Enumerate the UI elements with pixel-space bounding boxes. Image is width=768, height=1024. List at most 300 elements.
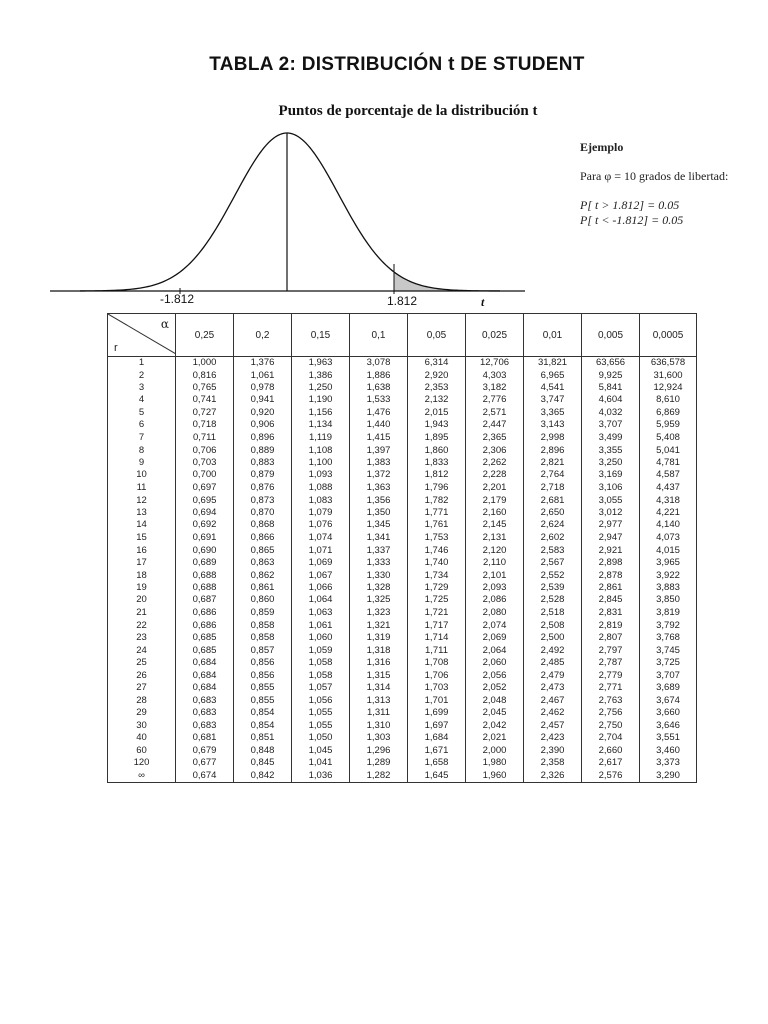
critical-value-cell: 2,539 — [524, 582, 582, 594]
critical-value-cell: 1,645 — [408, 770, 466, 783]
degrees-of-freedom-cell: 28 — [108, 695, 176, 707]
t-distribution-table — [107, 313, 697, 783]
critical-value-cell: 1,440 — [350, 419, 408, 432]
table-row — [108, 594, 697, 606]
critical-value-cell: 1,746 — [408, 544, 466, 557]
critical-value-cell: 2,650 — [524, 507, 582, 519]
critical-value-cell: 0,858 — [234, 632, 292, 644]
critical-value-cell: 3,689 — [640, 682, 697, 694]
critical-value-cell: 5,841 — [582, 382, 640, 394]
alpha-header: 0,025 — [466, 314, 524, 357]
critical-value-cell: 0,686 — [176, 607, 234, 620]
critical-value-cell: 1,330 — [350, 569, 408, 581]
critical-value-cell: 0,889 — [234, 444, 292, 456]
critical-value-cell: 1,315 — [350, 669, 408, 682]
alpha-header: 0,25 — [176, 314, 234, 357]
critical-value-cell: 2,110 — [466, 557, 524, 569]
critical-value-cell: 2,947 — [582, 532, 640, 544]
critical-value-cell: 0,694 — [176, 507, 234, 519]
critical-value-cell: 12,924 — [640, 382, 697, 394]
critical-value-cell: 0,978 — [234, 382, 292, 394]
critical-value-cell: 1,638 — [350, 382, 408, 394]
critical-value-cell: 2,797 — [582, 644, 640, 656]
critical-value-cell: 1,771 — [408, 507, 466, 519]
bell-curve — [80, 133, 500, 291]
critical-value-cell: 4,032 — [582, 407, 640, 419]
critical-value-cell: 0,765 — [176, 382, 234, 394]
table-row — [108, 482, 697, 495]
critical-value-cell: 6,869 — [640, 407, 697, 419]
critical-value-cell: 3,169 — [582, 469, 640, 481]
critical-value-cell: 5,041 — [640, 444, 697, 456]
critical-value-cell: 0,688 — [176, 569, 234, 581]
table-row — [108, 407, 697, 419]
alpha-header: 0,05 — [408, 314, 466, 357]
critical-value-cell: 2,353 — [408, 382, 466, 394]
critical-value-cell: 3,355 — [582, 444, 640, 456]
critical-value-cell: 0,718 — [176, 419, 234, 432]
degrees-of-freedom-cell: 1 — [108, 357, 176, 370]
critical-value-cell: 1,076 — [292, 519, 350, 531]
critical-value-cell: 2,500 — [524, 632, 582, 644]
degrees-of-freedom-cell: 15 — [108, 532, 176, 544]
critical-value-cell: 1,703 — [408, 682, 466, 694]
critical-value-cell: 3,792 — [640, 620, 697, 632]
degrees-of-freedom-cell: 8 — [108, 444, 176, 456]
critical-value-cell: 0,873 — [234, 495, 292, 507]
critical-value-cell: 0,681 — [176, 732, 234, 745]
critical-value-cell: 1,057 — [292, 682, 350, 694]
critical-value-cell: 31,600 — [640, 369, 697, 381]
critical-value-cell: 0,689 — [176, 557, 234, 569]
critical-value-cell: 2,624 — [524, 519, 582, 531]
critical-value-cell: 2,779 — [582, 669, 640, 682]
critical-value-cell: 0,686 — [176, 620, 234, 632]
degrees-of-freedom-cell: 17 — [108, 557, 176, 569]
critical-value-cell: 3,373 — [640, 757, 697, 769]
critical-value-cell: 2,131 — [466, 532, 524, 544]
critical-value-cell: 0,851 — [234, 732, 292, 745]
degrees-of-freedom-cell: 9 — [108, 457, 176, 469]
alpha-header: 0,01 — [524, 314, 582, 357]
critical-value-cell: 2,819 — [582, 620, 640, 632]
critical-value-cell: 2,681 — [524, 495, 582, 507]
t-distribution-curve — [0, 0, 560, 320]
critical-value-cell: 1,058 — [292, 669, 350, 682]
critical-value-cell: 0,741 — [176, 394, 234, 406]
critical-value-cell: 2,457 — [524, 719, 582, 731]
critical-value-cell: 1,761 — [408, 519, 466, 531]
critical-value-cell: 2,093 — [466, 582, 524, 594]
critical-value-cell: 2,660 — [582, 745, 640, 757]
critical-value-cell: 2,473 — [524, 682, 582, 694]
critical-value-cell: 3,725 — [640, 657, 697, 669]
alpha-header: 0,0005 — [640, 314, 697, 357]
critical-value-cell: 3,819 — [640, 607, 697, 620]
critical-value-cell: 1,980 — [466, 757, 524, 769]
critical-value-cell: 1,886 — [350, 369, 408, 381]
critical-value-cell: 3,499 — [582, 432, 640, 444]
critical-value-cell: 1,318 — [350, 644, 408, 656]
critical-value-cell: 2,326 — [524, 770, 582, 783]
critical-value-cell: 1,658 — [408, 757, 466, 769]
critical-value-cell: 0,711 — [176, 432, 234, 444]
critical-value-cell: 2,764 — [524, 469, 582, 481]
critical-value-cell: 2,060 — [466, 657, 524, 669]
critical-value-cell: 2,771 — [582, 682, 640, 694]
critical-value-cell: 3,290 — [640, 770, 697, 783]
critical-value-cell: 1,860 — [408, 444, 466, 456]
table-row — [108, 632, 697, 644]
critical-value-cell: 1,250 — [292, 382, 350, 394]
degrees-of-freedom-cell: ∞ — [108, 770, 176, 783]
degrees-of-freedom-cell: 18 — [108, 569, 176, 581]
critical-value-cell: 1,000 — [176, 357, 234, 370]
critical-value-cell: 0,685 — [176, 632, 234, 644]
critical-value-cell: 1,041 — [292, 757, 350, 769]
degrees-of-freedom-cell: 13 — [108, 507, 176, 519]
critical-value-cell: 1,476 — [350, 407, 408, 419]
degrees-of-freedom-cell: 6 — [108, 419, 176, 432]
table-row — [108, 732, 697, 745]
critical-value-cell: 1,316 — [350, 657, 408, 669]
degrees-of-freedom-cell: 4 — [108, 394, 176, 406]
critical-value-cell: 1,386 — [292, 369, 350, 381]
critical-value-cell: 2,977 — [582, 519, 640, 531]
critical-value-cell: 2,787 — [582, 657, 640, 669]
critical-value-cell: 4,781 — [640, 457, 697, 469]
table-row — [108, 745, 697, 757]
figure-subtitle: Puntos de porcentaje de la distribución t — [278, 103, 538, 119]
critical-value-cell: 2,045 — [466, 707, 524, 719]
critical-value-cell: 0,690 — [176, 544, 234, 557]
critical-value-cell: 2,921 — [582, 544, 640, 557]
critical-value-cell: 8,610 — [640, 394, 697, 406]
critical-value-cell: 1,289 — [350, 757, 408, 769]
critical-value-cell: 2,571 — [466, 407, 524, 419]
critical-value-cell: 2,390 — [524, 745, 582, 757]
example-formula-1: P[ t > 1.812] = 0.05 — [580, 198, 680, 212]
critical-value-cell: 3,768 — [640, 632, 697, 644]
critical-value-cell: 1,323 — [350, 607, 408, 620]
critical-value-cell: 0,856 — [234, 657, 292, 669]
table-row — [108, 669, 697, 682]
critical-value-cell: 1,943 — [408, 419, 466, 432]
critical-value-cell: 2,998 — [524, 432, 582, 444]
critical-value-cell: 0,879 — [234, 469, 292, 481]
critical-value-cell: 1,325 — [350, 594, 408, 606]
critical-value-cell: 0,691 — [176, 532, 234, 544]
critical-value-cell: 4,073 — [640, 532, 697, 544]
corner-cell — [108, 314, 176, 357]
r-symbol: r — [114, 342, 118, 354]
critical-value-cell: 1,060 — [292, 632, 350, 644]
degrees-of-freedom-cell: 60 — [108, 745, 176, 757]
critical-value-cell: 0,858 — [234, 620, 292, 632]
critical-value-cell: 1,282 — [350, 770, 408, 783]
critical-value-cell: 2,479 — [524, 669, 582, 682]
critical-value-cell: 3,965 — [640, 557, 697, 569]
critical-value-cell: 2,896 — [524, 444, 582, 456]
critical-value-cell: 2,617 — [582, 757, 640, 769]
critical-value-cell: 2,160 — [466, 507, 524, 519]
critical-value-cell: 2,718 — [524, 482, 582, 495]
critical-value-cell: 0,866 — [234, 532, 292, 544]
table-header-row — [108, 314, 697, 357]
critical-value-cell: 2,423 — [524, 732, 582, 745]
critical-value-cell: 1,079 — [292, 507, 350, 519]
example-formula-2: P[ t < -1.812] = 0.05 — [580, 213, 684, 227]
degrees-of-freedom-cell: 27 — [108, 682, 176, 694]
critical-value-cell: 0,941 — [234, 394, 292, 406]
left-critical-label: -1.812 — [160, 292, 195, 306]
critical-value-cell: 1,310 — [350, 719, 408, 731]
alpha-header: 0,1 — [350, 314, 408, 357]
table-row — [108, 620, 697, 632]
critical-value-cell: 0,876 — [234, 482, 292, 495]
table-row — [108, 457, 697, 469]
critical-value-cell: 0,855 — [234, 695, 292, 707]
critical-value-cell: 0,692 — [176, 519, 234, 531]
critical-value-cell: 2,878 — [582, 569, 640, 581]
critical-value-cell: 3,365 — [524, 407, 582, 419]
critical-value-cell: 0,679 — [176, 745, 234, 757]
critical-value-cell: 0,684 — [176, 669, 234, 682]
table-row — [108, 582, 697, 594]
critical-value-cell: 3,883 — [640, 582, 697, 594]
critical-value-cell: 3,106 — [582, 482, 640, 495]
degrees-of-freedom-cell: 10 — [108, 469, 176, 481]
critical-value-cell: 1,134 — [292, 419, 350, 432]
critical-value-cell: 0,697 — [176, 482, 234, 495]
critical-value-cell: 0,845 — [234, 757, 292, 769]
critical-value-cell: 2,861 — [582, 582, 640, 594]
critical-value-cell: 1,064 — [292, 594, 350, 606]
critical-value-cell: 1,734 — [408, 569, 466, 581]
critical-value-cell: 6,965 — [524, 369, 582, 381]
critical-value-cell: 0,861 — [234, 582, 292, 594]
critical-value-cell: 1,960 — [466, 770, 524, 783]
critical-value-cell: 1,314 — [350, 682, 408, 694]
alpha-header: 0,005 — [582, 314, 640, 357]
critical-value-cell: 2,056 — [466, 669, 524, 682]
example-text: Para φ = 10 grados de libertad: — [580, 169, 729, 183]
critical-value-cell: 2,086 — [466, 594, 524, 606]
critical-value-cell: 2,583 — [524, 544, 582, 557]
critical-value-cell: 1,067 — [292, 569, 350, 581]
critical-value-cell: 2,756 — [582, 707, 640, 719]
critical-value-cell: 1,190 — [292, 394, 350, 406]
critical-value-cell: 2,447 — [466, 419, 524, 432]
critical-value-cell: 5,959 — [640, 419, 697, 432]
critical-value-cell: 0,855 — [234, 682, 292, 694]
table-row — [108, 532, 697, 544]
critical-value-cell: 1,071 — [292, 544, 350, 557]
table-row — [108, 544, 697, 557]
critical-value-cell: 3,660 — [640, 707, 697, 719]
critical-value-cell: 1,706 — [408, 669, 466, 682]
critical-value-cell: 1,337 — [350, 544, 408, 557]
critical-value-cell: 0,854 — [234, 707, 292, 719]
alpha-header: 0,15 — [292, 314, 350, 357]
critical-value-cell: 2,201 — [466, 482, 524, 495]
degrees-of-freedom-cell: 24 — [108, 644, 176, 656]
critical-value-cell: 0,816 — [176, 369, 234, 381]
right-critical-label: 1.812 — [387, 294, 418, 308]
critical-value-cell: 1,721 — [408, 607, 466, 620]
critical-value-cell: 1,372 — [350, 469, 408, 481]
critical-value-cell: 2,064 — [466, 644, 524, 656]
critical-value-cell: 4,604 — [582, 394, 640, 406]
table-row — [108, 657, 697, 669]
critical-value-cell: 1,812 — [408, 469, 466, 481]
critical-value-cell: 4,318 — [640, 495, 697, 507]
critical-value-cell: 1,056 — [292, 695, 350, 707]
critical-value-cell: 1,415 — [350, 432, 408, 444]
table-row — [108, 757, 697, 769]
critical-value-cell: 1,963 — [292, 357, 350, 370]
critical-value-cell: 2,763 — [582, 695, 640, 707]
critical-value-cell: 3,460 — [640, 745, 697, 757]
table-row — [108, 382, 697, 394]
critical-value-cell: 1,055 — [292, 707, 350, 719]
degrees-of-freedom-cell: 2 — [108, 369, 176, 381]
critical-value-cell: 2,101 — [466, 569, 524, 581]
table-row — [108, 719, 697, 731]
critical-value-cell: 1,319 — [350, 632, 408, 644]
critical-value-cell: 1,063 — [292, 607, 350, 620]
critical-value-cell: 0,688 — [176, 582, 234, 594]
critical-value-cell: 0,868 — [234, 519, 292, 531]
critical-value-cell: 3,078 — [350, 357, 408, 370]
degrees-of-freedom-cell: 120 — [108, 757, 176, 769]
critical-value-cell: 1,782 — [408, 495, 466, 507]
table-row — [108, 770, 697, 783]
critical-value-cell: 1,697 — [408, 719, 466, 731]
critical-value-cell: 0,848 — [234, 745, 292, 757]
critical-value-cell: 0,857 — [234, 644, 292, 656]
degrees-of-freedom-cell: 21 — [108, 607, 176, 620]
table-row — [108, 432, 697, 444]
table-row — [108, 607, 697, 620]
critical-value-cell: 2,776 — [466, 394, 524, 406]
degrees-of-freedom-cell: 23 — [108, 632, 176, 644]
table-row — [108, 644, 697, 656]
critical-value-cell: 0,683 — [176, 695, 234, 707]
critical-value-cell: 1,066 — [292, 582, 350, 594]
degrees-of-freedom-cell: 25 — [108, 657, 176, 669]
alpha-header: 0,2 — [234, 314, 292, 357]
critical-value-cell: 1,717 — [408, 620, 466, 632]
critical-value-cell: 1,119 — [292, 432, 350, 444]
critical-value-cell: 1,833 — [408, 457, 466, 469]
critical-value-cell: 0,683 — [176, 719, 234, 731]
critical-value-cell: 0,703 — [176, 457, 234, 469]
critical-value-cell: 2,052 — [466, 682, 524, 694]
critical-value-cell: 3,747 — [524, 394, 582, 406]
critical-value-cell: 3,646 — [640, 719, 697, 731]
critical-value-cell: 0,683 — [176, 707, 234, 719]
degrees-of-freedom-cell: 19 — [108, 582, 176, 594]
critical-value-cell: 1,074 — [292, 532, 350, 544]
degrees-of-freedom-cell: 30 — [108, 719, 176, 731]
critical-value-cell: 0,860 — [234, 594, 292, 606]
critical-value-cell: 636,578 — [640, 357, 697, 370]
page-title: TABLA 2: DISTRIBUCIÓN t DE STUDENT — [209, 54, 585, 75]
critical-value-cell: 1,725 — [408, 594, 466, 606]
critical-value-cell: 1,729 — [408, 582, 466, 594]
critical-value-cell: 2,831 — [582, 607, 640, 620]
critical-value-cell: 1,753 — [408, 532, 466, 544]
critical-value-cell: 1,345 — [350, 519, 408, 531]
critical-value-cell: 0,863 — [234, 557, 292, 569]
degrees-of-freedom-cell: 40 — [108, 732, 176, 745]
critical-value-cell: 0,865 — [234, 544, 292, 557]
critical-value-cell: 2,015 — [408, 407, 466, 419]
critical-value-cell: 2,508 — [524, 620, 582, 632]
critical-value-cell: 2,704 — [582, 732, 640, 745]
critical-value-cell: 2,228 — [466, 469, 524, 481]
critical-value-cell: 4,221 — [640, 507, 697, 519]
critical-value-cell: 1,714 — [408, 632, 466, 644]
critical-value-cell: 0,862 — [234, 569, 292, 581]
degrees-of-freedom-cell: 3 — [108, 382, 176, 394]
critical-value-cell: 0,859 — [234, 607, 292, 620]
t-axis-label: t — [481, 295, 485, 309]
critical-value-cell: 1,740 — [408, 557, 466, 569]
critical-value-cell: 1,321 — [350, 620, 408, 632]
critical-value-cell: 1,036 — [292, 770, 350, 783]
critical-value-cell: 3,143 — [524, 419, 582, 432]
critical-value-cell: 1,397 — [350, 444, 408, 456]
critical-value-cell: 1,059 — [292, 644, 350, 656]
critical-value-cell: 2,074 — [466, 620, 524, 632]
critical-value-cell: 9,925 — [582, 369, 640, 381]
critical-value-cell: 1,350 — [350, 507, 408, 519]
critical-value-cell: 4,541 — [524, 382, 582, 394]
critical-value-cell: 3,922 — [640, 569, 697, 581]
critical-value-cell: 2,920 — [408, 369, 466, 381]
critical-value-cell: 1,328 — [350, 582, 408, 594]
critical-value-cell: 1,108 — [292, 444, 350, 456]
critical-value-cell: 1,088 — [292, 482, 350, 495]
critical-value-cell: 1,333 — [350, 557, 408, 569]
critical-value-cell: 1,303 — [350, 732, 408, 745]
critical-value-cell: 2,021 — [466, 732, 524, 745]
critical-value-cell: 0,883 — [234, 457, 292, 469]
table-row — [108, 569, 697, 581]
critical-value-cell: 1,701 — [408, 695, 466, 707]
critical-value-cell: 1,383 — [350, 457, 408, 469]
critical-value-cell: 0,685 — [176, 644, 234, 656]
critical-value-cell: 2,462 — [524, 707, 582, 719]
degrees-of-freedom-cell: 12 — [108, 495, 176, 507]
critical-value-cell: 3,012 — [582, 507, 640, 519]
critical-value-cell: 4,587 — [640, 469, 697, 481]
critical-value-cell: 2,807 — [582, 632, 640, 644]
degrees-of-freedom-cell: 22 — [108, 620, 176, 632]
critical-value-cell: 0,674 — [176, 770, 234, 783]
critical-value-cell: 1,069 — [292, 557, 350, 569]
critical-value-cell: 2,552 — [524, 569, 582, 581]
critical-value-cell: 1,156 — [292, 407, 350, 419]
critical-value-cell: 2,492 — [524, 644, 582, 656]
critical-value-cell: 0,706 — [176, 444, 234, 456]
critical-value-cell: 1,093 — [292, 469, 350, 481]
critical-value-cell: 63,656 — [582, 357, 640, 370]
critical-value-cell: 2,485 — [524, 657, 582, 669]
critical-value-cell: 1,708 — [408, 657, 466, 669]
